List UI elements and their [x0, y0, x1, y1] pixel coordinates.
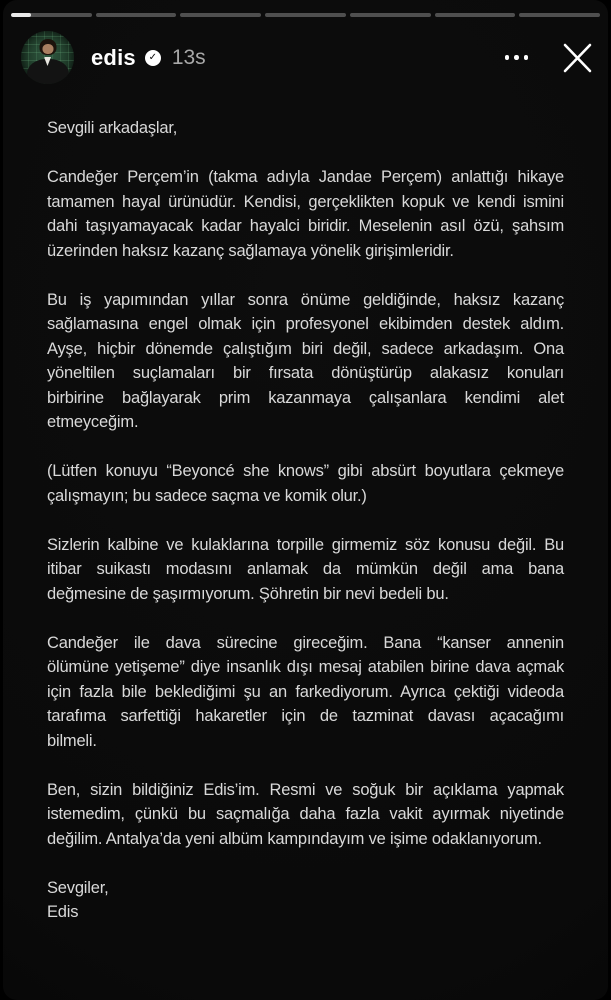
progress-segment — [519, 13, 600, 17]
story-progress-bar — [11, 13, 600, 17]
text-line: değilim. Antalya’da yeni albüm kampındayım ve işime odaklanıyorum. — [47, 829, 542, 848]
paragraph — [47, 116, 564, 141]
ellipsis-dot — [514, 55, 519, 60]
progress-segment — [11, 13, 92, 17]
text-line: Sizlerin kalbine ve kulaklarına torpille girmemiz söz konusu değil. Bu — [47, 535, 564, 554]
text-line: Candeğer ile dava sürecine gireceğim. Bana “kanser annenin — [47, 633, 564, 652]
progress-segment — [96, 13, 177, 17]
text-line: Bu iş yapımından yıllar sonra önüme geldiğinde, haksız kazanç — [47, 290, 564, 309]
progress-segment — [435, 13, 516, 17]
text-line: birbirine bağlayarak prim kazanmaya çalışanlara kendimi alet — [47, 388, 564, 407]
more-options-button[interactable] — [505, 41, 529, 75]
text-line: bilmeli. — [47, 731, 97, 750]
text-line: sağlamasına engel olmak için profesyonel ekibimden destek aldım. — [47, 315, 564, 333]
text-line: ölümüne yetişeme” diye insanlık dışı mesaj atabilen birine dava açmak — [47, 658, 564, 676]
text-line: Sevgiler, — [47, 878, 109, 897]
progress-fill — [11, 13, 31, 17]
text-line: dahi taşıyamayacak kadar hayalci biridir. Meselenin asıl özü, şahsım — [47, 217, 564, 235]
text-line: Sevgili arkadaşlar, — [47, 119, 178, 137]
text-line: istemedim, çünkü bu saçmalığa daha fazla vakit ayırmak niyetinde — [47, 805, 564, 823]
text-line: için fazla bile beklediğimi şu an farkediyorum. Ayrıca çektiği videoda — [47, 682, 564, 701]
paragraph — [47, 876, 564, 925]
paragraph — [47, 459, 564, 508]
text-line: itibar suikastı modasını anlamak da mümkün değil ama bana — [47, 560, 564, 578]
text-line: Edis — [47, 903, 79, 921]
progress-segment — [350, 13, 431, 17]
paragraph — [47, 288, 564, 435]
paragraph — [47, 165, 564, 263]
paragraph — [47, 631, 564, 754]
story-card[interactable] — [3, 0, 608, 1000]
username[interactable]: edis — [91, 44, 136, 70]
text-line: yöneltilen suçlamaları bir fırsata dönüştürüp alakasız konuları — [47, 364, 564, 382]
story-header — [21, 31, 594, 84]
text-line: değmesine de şaşırmıyorum. Şöhretin bir nevi bedeli bu. — [47, 584, 449, 603]
avatar[interactable] — [21, 31, 74, 84]
text-line: Candeğer Perçem’in (takma adıyla Jandae Perçem) anlattığı hikaye — [47, 168, 564, 186]
text-line: Ayşe, hiçbir dönemde çalıştığım biri değil, sadece arkadaşım. Ona — [47, 339, 564, 358]
paragraph — [47, 778, 564, 852]
header-actions — [505, 40, 595, 76]
verified-badge-icon: ✓ — [145, 50, 161, 66]
avatar-person-face — [42, 44, 53, 54]
statement-text — [47, 116, 564, 925]
story-timestamp: 13s — [171, 45, 206, 69]
close-icon — [561, 40, 594, 76]
paragraph — [47, 533, 564, 607]
progress-segment — [265, 13, 346, 17]
text-line: tamamen hayal ürünüdür. Kendisi, gerçeklikten kopuk ve kendi ismini — [47, 192, 564, 211]
close-button[interactable] — [561, 40, 594, 76]
ellipsis-dot — [505, 55, 510, 60]
text-line: çalışmayın; bu sadece saçma ve komik olur.) — [47, 486, 367, 505]
text-line: üzerinden haksız kazanç sağlamaya yönelik girişimleridir. — [47, 241, 454, 260]
text-line: (Lütfen konuyu “Beyoncé she knows” gibi absürt boyutlara çekmeye — [47, 462, 564, 480]
progress-segment — [180, 13, 261, 17]
text-line: tarafıma sarfettiği hakaretler için de tazminat davası açacağımı — [47, 707, 564, 725]
text-line: Ben, sizin bildiğiniz Edis’im. Resmi ve soğuk bir açıklama yapmak — [47, 780, 564, 799]
text-line: etmeyceğim. — [47, 413, 139, 431]
ellipsis-dot — [524, 55, 529, 60]
